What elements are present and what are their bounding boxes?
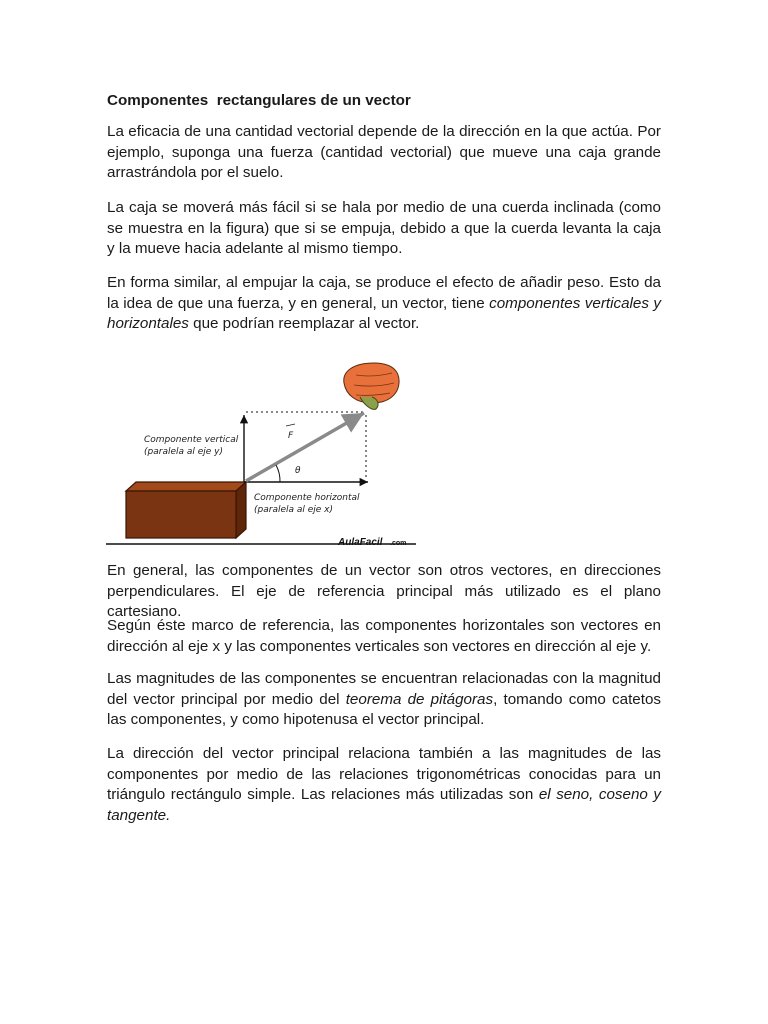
force-vector-mark	[286, 424, 295, 426]
force-vector	[246, 413, 364, 481]
paragraph-text: La dirección del vector principal relaciona también a las magnitudes de las componentes por medio de las relaciones trigonométricas conocidas para un triángulo rectángulo simple. Las relaciones más utilizadas son	[107, 745, 661, 803]
emphasis-components: componentes verticales y horizontales	[107, 294, 661, 332]
angle-label: θ	[295, 466, 301, 476]
box-icon	[126, 482, 246, 538]
paragraph-intro: La eficacia de una cantidad vectorial depende de la dirección en la que actúa. Por ejemplo, suponga una fuerza (cantidad vectorial) que mueve una caja grande arrastrándola por el suelo.	[107, 123, 661, 181]
vertical-component-label: Componente vertical	[144, 435, 239, 445]
paragraph-text: En forma similar, al empujar la caja, se produce el efecto de añadir peso. Esto da la idea de que una fuerza, y en general, un vector, tiene	[107, 274, 661, 312]
vector-components-figure	[106, 345, 416, 550]
paragraph-text: , tomando como catetos las componentes, y como hipotenusa el vector principal.	[107, 690, 661, 728]
paragraph-magnitudes	[107, 669, 661, 731]
watermark-suffix: .com	[390, 540, 407, 547]
vertical-component-sublabel: (paralela al eje y)	[144, 447, 224, 457]
force-label: F	[288, 431, 294, 441]
angle-arc	[276, 465, 280, 482]
paragraph-text: Las magnitudes de las componentes se encuentran relacionadas con la magnitud del vector principal por medio del	[107, 670, 661, 708]
paragraph-components-idea	[107, 273, 661, 335]
watermark-logo: AulaFacil	[338, 537, 383, 548]
page-title: Componentes rectangulares de un vector	[107, 92, 411, 109]
emphasis-trig-functions: el seno, coseno y tangente.	[107, 786, 661, 824]
emphasis-pythagoras: teorema de pitágoras	[345, 690, 494, 708]
paragraph-rope: La caja se moverá más fácil si se hala por medio de una cuerda inclinada (como se muestra en la figura) que si se empuja, debido a que la cuerda levanta la caja y la mueve hacia adelante al mismo tiempo.	[107, 199, 661, 257]
horizontal-component-label: Componente horizontal	[254, 493, 360, 503]
paragraph-direction	[107, 744, 661, 826]
horizontal-component-sublabel: (paralela al eje x)	[254, 505, 334, 515]
paragraph-general: En general, las componentes de un vector son otros vectores, en direcciones perpendiculares. El eje de referencia principal más utilizado es el plano cartesiano.	[107, 562, 661, 620]
hand-icon	[344, 363, 399, 409]
paragraph-reference-frame: Según éste marco de referencia, las componentes horizontales son vectores en dirección al eje x y las componentes verticales son vectores en dirección al eje y.	[107, 617, 661, 655]
figure-illustration	[106, 345, 416, 550]
paragraph-text: que podrían reemplazar al vector.	[188, 315, 420, 332]
